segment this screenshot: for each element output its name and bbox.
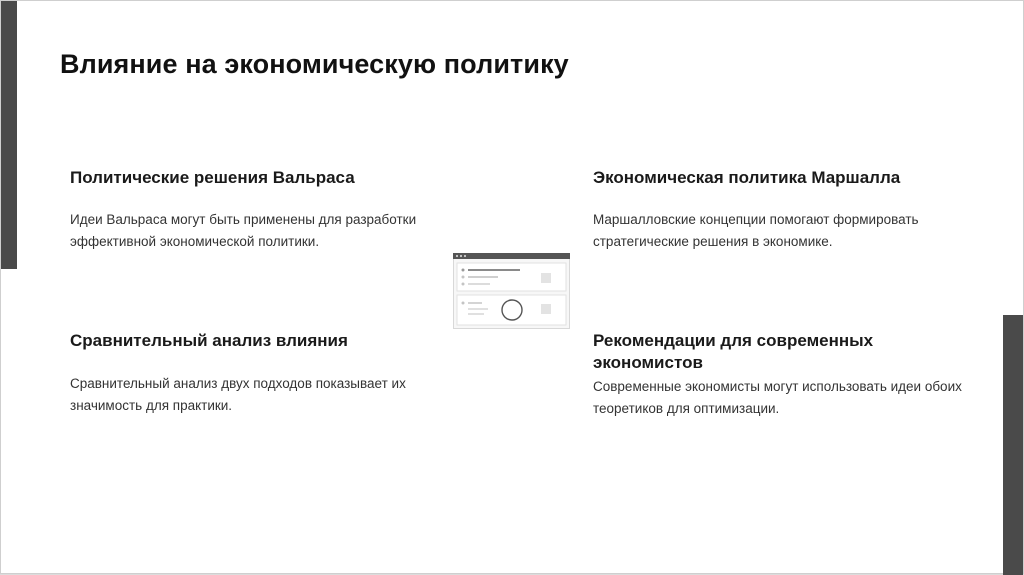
block-heading: Сравнительный анализ влияния xyxy=(70,331,348,350)
block-heading: Политические решения Вальраса xyxy=(70,168,355,187)
block-text: Современные экономисты могут использовать идеи обоих теоретиков для оптимизации. xyxy=(593,379,962,416)
block-text: Маршалловские концепции помогают формировать стратегические решения в экономике. xyxy=(593,212,919,249)
block-text: Идеи Вальраса могут быть применены для разработки эффективной экономической политики. xyxy=(70,212,417,249)
block-heading: Рекомендации для современных экономистов xyxy=(593,331,874,372)
left-accent-bar xyxy=(1,1,17,269)
block-comparative-analysis xyxy=(70,330,450,417)
slide-title: Влияние на экономическую политику xyxy=(60,49,569,79)
block-marshall-policy xyxy=(593,167,973,253)
block-walras-decisions xyxy=(70,167,450,253)
dashboard-illustration-icon xyxy=(453,253,570,329)
block-recommendations xyxy=(593,330,962,420)
block-heading: Экономическая политика Маршалла xyxy=(593,168,901,187)
right-accent-bar xyxy=(1003,315,1023,575)
block-text: Сравнительный анализ двух подходов показывает их значимость для практики. xyxy=(70,376,406,413)
